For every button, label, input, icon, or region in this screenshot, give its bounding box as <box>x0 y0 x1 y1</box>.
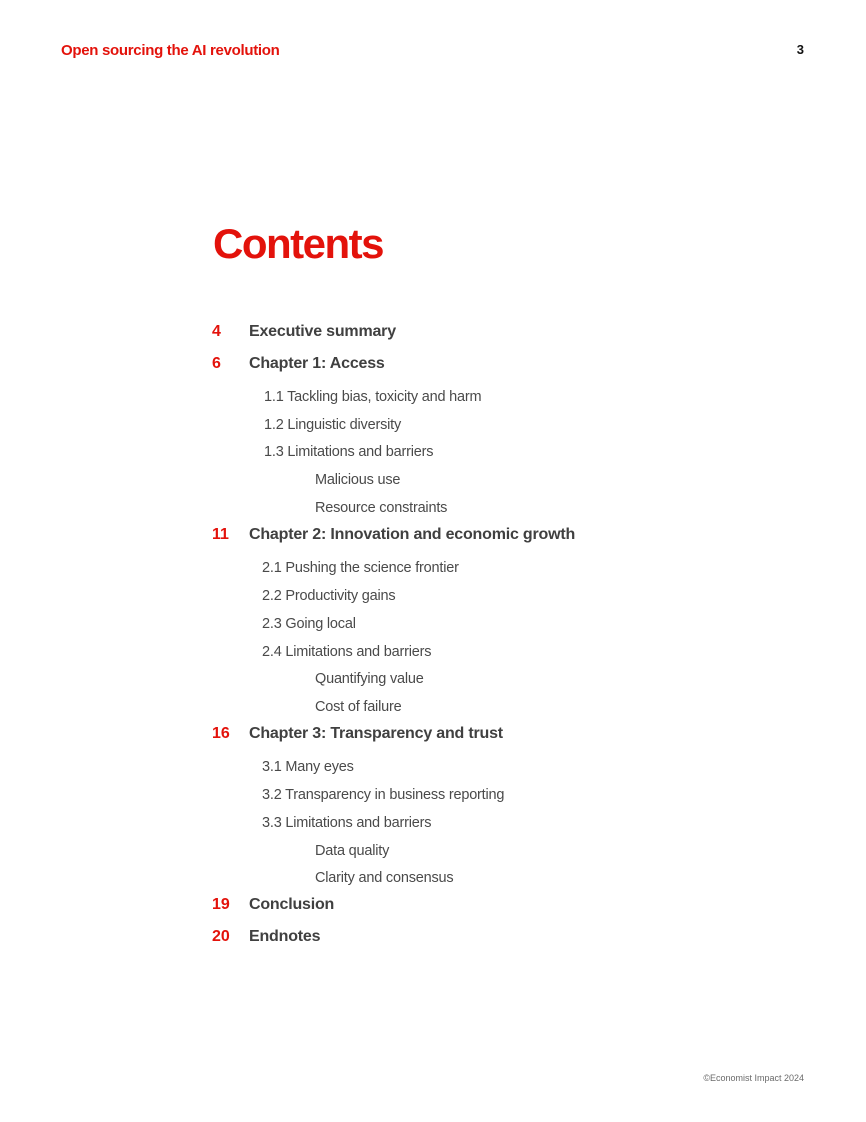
toc-section-label: 2.1 Pushing the science frontier <box>262 560 459 576</box>
toc-page-number: 4 <box>212 323 221 340</box>
toc-section-label: 1.2 Linguistic diversity <box>264 417 402 433</box>
copyright-footer: ©Economist Impact 2024 <box>703 1073 804 1083</box>
page-number: 3 <box>796 42 804 57</box>
toc-chapter-label: Chapter 2: Innovation and economic growth <box>249 526 576 543</box>
report-title: Open sourcing the AI revolution <box>61 42 280 59</box>
toc-chapter-label: Conclusion <box>249 896 335 913</box>
toc-subsection-label: Clarity and consensus <box>315 870 454 886</box>
toc-section-label: 3.2 Transparency in business reporting <box>262 787 505 803</box>
toc-chapter-label: Chapter 1: Access <box>249 355 385 372</box>
toc-section-label: 3.3 Limitations and barriers <box>262 815 432 831</box>
toc-chapter-label: Executive summary <box>249 323 396 340</box>
contents-heading: Contents <box>213 220 383 267</box>
toc-section-label: 2.3 Going local <box>262 616 356 632</box>
toc-section-label: 2.4 Limitations and barriers <box>262 644 432 660</box>
toc-subsection-label: Cost of failure <box>315 699 402 715</box>
toc-page-number: 16 <box>212 725 230 742</box>
toc-subsection-label: Malicious use <box>315 472 401 488</box>
toc-page-number: 6 <box>212 355 221 372</box>
toc-subsection-label: Quantifying value <box>315 671 424 687</box>
toc-page-number: 19 <box>212 896 230 913</box>
toc-section-label: 2.2 Productivity gains <box>262 588 396 604</box>
toc-section-label: 3.1 Many eyes <box>262 759 354 775</box>
toc-page-number: 11 <box>212 526 229 543</box>
toc-subsection-label: Resource constraints <box>315 500 448 516</box>
toc-section-label: 1.1 Tackling bias, toxicity and harm <box>264 389 482 405</box>
toc-page-number: 20 <box>212 928 230 945</box>
toc-chapter-label: Chapter 3: Transparency and trust <box>249 725 503 742</box>
toc-subsection-label: Data quality <box>315 843 390 859</box>
toc-section-label: 1.3 Limitations and barriers <box>264 444 434 460</box>
toc-chapter-label: Endnotes <box>249 928 321 945</box>
